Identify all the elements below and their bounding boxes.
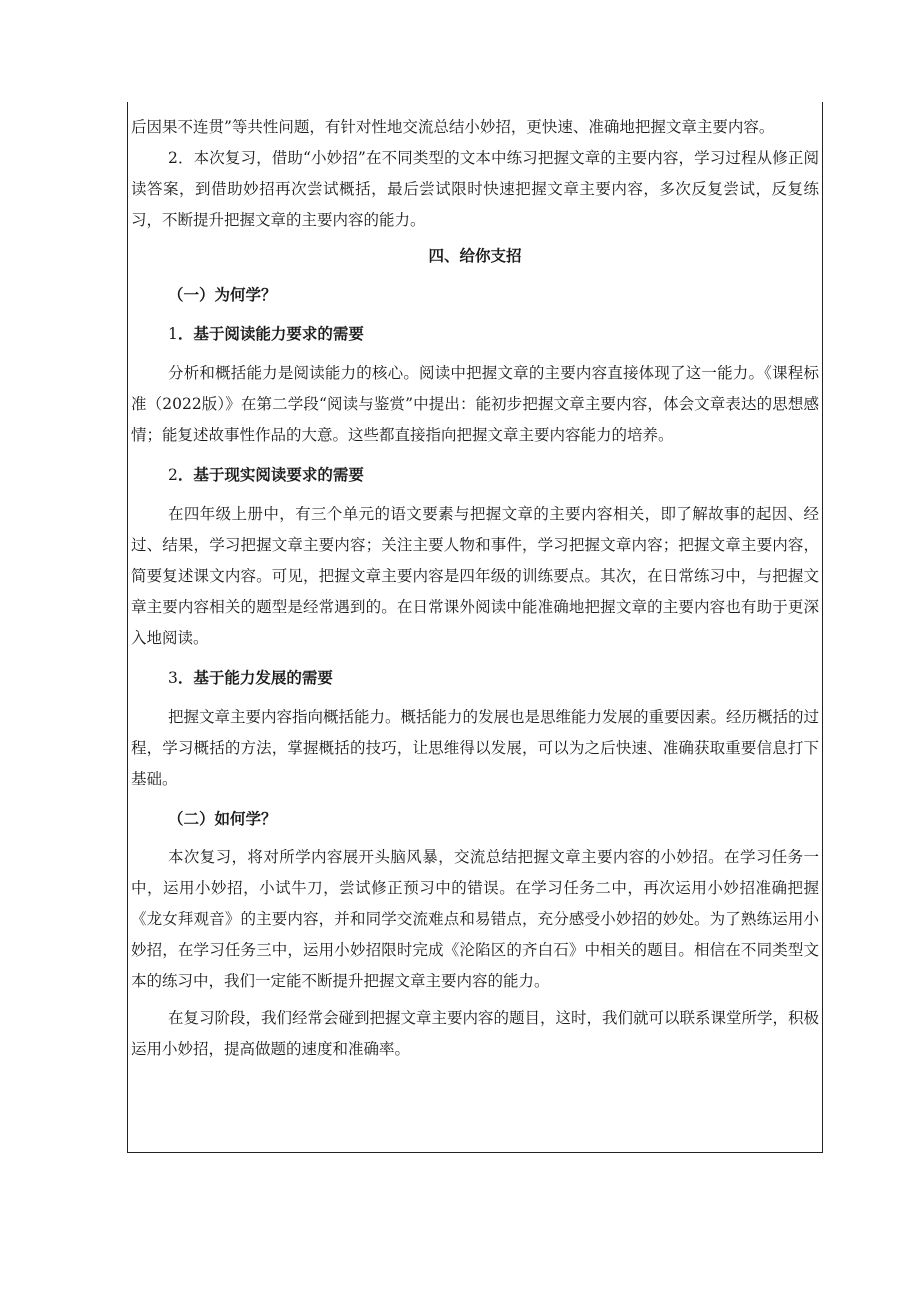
item-1-heading	[131, 318, 819, 350]
how-body-1: 本次复习，将对所学内容展开头脑风暴，交流总结把握文章主要内容的小妙招。在学习任务一中，运用小妙招，小试牛刀，尝试修正预习中的错误。在学习任务二中，再次运用小妙招准确把握《龙女拜观音》的主要内容，并和同学交流难点和易错点，充分感受小妙招的妙处。为了熟练运用小妙招，在学习任务三中，运用小妙招限时完成《沦陷区的齐白石》中相关的题目。相信在不同类型文本的练习中，我们一定能不断提升把握文章主要内容的能力。	[131, 848, 819, 990]
paragraph-continuation: 后因果不连贯”等共性问题，有针对性地交流总结小妙招，更快速、准确地把握文章主要内容。	[131, 118, 775, 136]
paragraph-review-summary: 2．本次复习，借助“小妙招”在不同类型的文本中练习把握文章的主要内容，学习过程从修正阅读答案，到借助妙招再次尝试概括，最后尝试限时快速把握文章主要内容，多次反复尝试，反复练习，不断提升把握文章的主要内容的能力。	[131, 149, 819, 229]
how-body-2: 在复习阶段，我们经常会碰到把握文章主要内容的题目，这时，我们就可以联系课堂所学，积极运用小妙招，提高做题的速度和准确率。	[131, 1009, 820, 1058]
item-2-heading	[131, 459, 819, 491]
section-title: 四、给你支招	[428, 246, 522, 265]
subsection-how-title: （二）如何学？	[168, 809, 277, 828]
item-1-number: 1	[168, 325, 178, 343]
item-2-body: 在四年级上册中，有三个单元的语文要素与把握文章的主要内容相关，即了解故事的起因、经过、结果，学习把握文章主要内容；关注主要人物和事件，学习把握文章内容；把握文章主要内容，简要复述课文内容。可见，把握文章主要内容是四年级的训练要点。其次，在日常练习中，与把握文章主要内容相关的题型是经常遇到的。在日常课外阅读中能准确地把握文章的主要内容也有助于更深入地阅读。	[131, 505, 819, 647]
item-1-title: ．基于阅读能力要求的需要	[177, 324, 364, 343]
document-body	[131, 112, 819, 1065]
item-2-number: 2	[168, 466, 178, 484]
item-3-number: 3	[168, 669, 178, 687]
item-3-title: ．基于能力发展的需要	[177, 668, 333, 687]
item-1-body: 分析和概括能力是阅读能力的核心。阅读中把握文章的主要内容直接体现了这一能力。《课程标准（2022版）》在第二学段“阅读与鉴赏”中提出：能初步把握文章主要内容，体会文章表达的思想感情；能复述故事性作品的大意。这些都直接指向把握文章主要内容能力的培养。	[131, 364, 819, 444]
item-3-heading	[131, 662, 819, 694]
subsection-why-title: （一）为何学？	[168, 285, 277, 304]
item-2-title: ．基于现实阅读要求的需要	[177, 465, 364, 484]
item-3-body: 把握文章主要内容指向概括能力。概括能力的发展也是思维能力发展的重要因素。经历概括的过程，学习概括的方法，掌握概括的技巧，让思维得以发展，可以为之后快速、准确获取重要信息打下基础。	[131, 708, 820, 788]
